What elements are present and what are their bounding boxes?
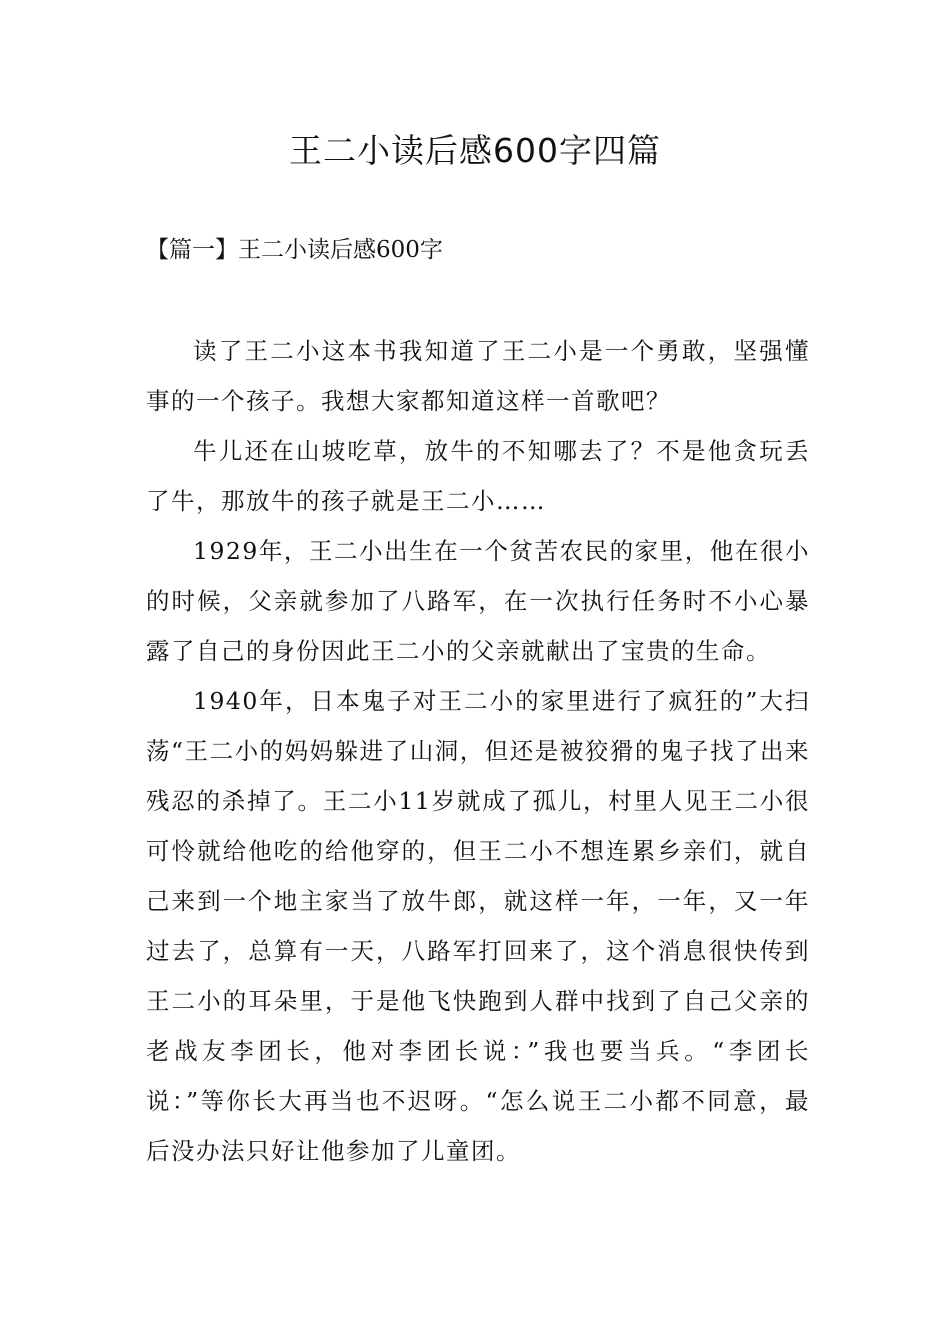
paragraph-3: 1929年，王二小出生在一个贫苦农民的家里，他在很小的时候，父亲就参加了八路军，在一次执行任务时不小心暴露了自己的身份因此王二小的父亲就献出了宝贵的生命。	[146, 537, 810, 665]
document-title: 王二小读后感600字四篇	[289, 131, 661, 170]
paragraph-4: 1940年，日本鬼子对王二小的家里进行了疯狂的”大扫荡“王二小的妈妈躲进了山洞，但还是被狡猾的鬼子找了出来残忍的杀掉了。王二小11岁就成了孤儿，村里人见王二小很可怜就给他吃的给他穿的，但王二小不想连累乡亲们，就自己来到一个地主家当了放牛郎，就这样一年，一年，又一年过去了，总算有一天，八路军打回来了，这个消息很快传到王二小的耳朵里，于是他飞快跑到人群中找到了自己父亲的老战友李团长，他对李团长说：”我也要当兵。“李团长说：”等你长大再当也不迟呀。“怎么说王二小都不同意，最后没办法只好让他参加了儿童团。	[146, 687, 810, 1165]
paragraph-1: 读了王二小这本书我知道了王二小是一个勇敢，坚强懂事的一个孩子。我想大家都知道这样一首歌吧？	[146, 337, 810, 415]
paragraph-2: 牛儿还在山坡吃草，放牛的不知哪去了？不是他贪玩丢了牛，那放牛的孩子就是王二小……	[146, 437, 810, 515]
body-text	[146, 326, 810, 1176]
section-heading: 【篇一】王二小读后感600字	[146, 237, 443, 263]
